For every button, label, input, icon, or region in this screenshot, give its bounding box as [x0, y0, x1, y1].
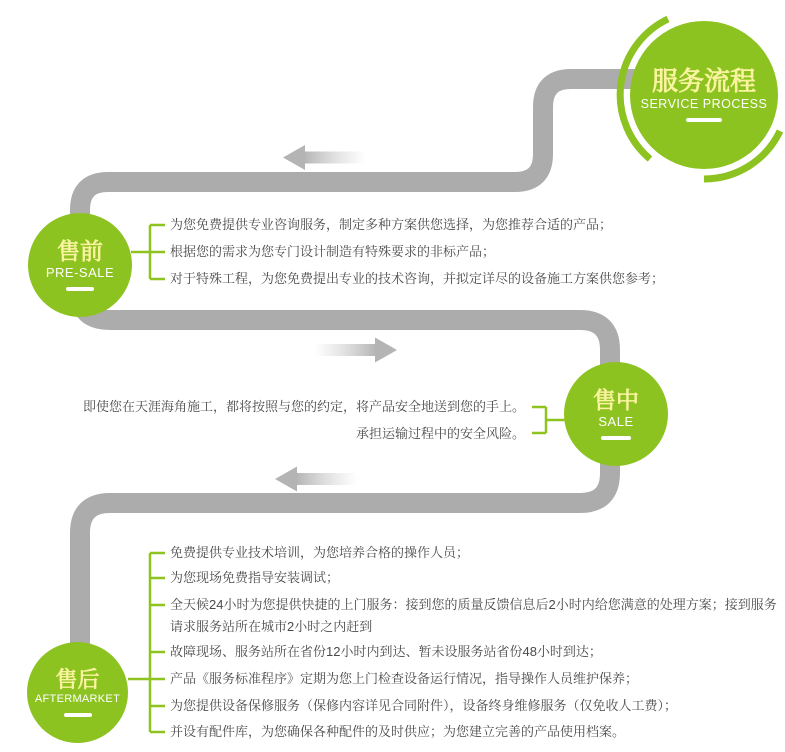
ring-arc-bottom-right [704, 131, 780, 179]
list-item: 故障现场、服务站所在省份12小时内到达、暂未设服务站省份48小时到达； [170, 644, 602, 659]
list-item: 为您免费提供专业咨询服务，制定多种方案供您选择，为您推荐合适的产品； [170, 217, 613, 232]
list-item: 免费提供专业技术培训，为您培养合格的操作人员； [170, 545, 470, 560]
list-item: 为您现场免费指导安装调试； [170, 570, 340, 585]
sale-text-line: 即使您在天涯海角施工，都将按照与您的约定，将产品安全地送到您的手上。 [82, 399, 525, 414]
stage-label-en: AFTERMARKET [34, 693, 121, 706]
list-item: 全天候24小时为您提供快捷的上门服务：接到您的质量反馈信息后2小时内给您满意的处理方案；接到服务请求服务站所在城市2小时之内赶到 [170, 597, 777, 634]
stage-title-en: SERVICE PROCESS [640, 97, 768, 112]
stage-title-zh: 服务流程 [651, 65, 756, 96]
bracket-sale [532, 407, 566, 433]
stage-label-zh: 售中 [593, 387, 639, 414]
bracket-presale [131, 225, 165, 279]
list-item: 为您提供设备保修服务（保修内容详见合同附件），设备终身维修服务（仅免收人工费）； [170, 698, 678, 713]
stage-label-zh: 售后 [55, 667, 100, 693]
ring-arc-left [620, 19, 668, 159]
stage-label-en: SALE [598, 414, 634, 430]
stage-label-zh: 售前 [57, 238, 103, 265]
stage-label-en: PRE-SALE [45, 265, 115, 281]
bracket-aftermarket [128, 553, 165, 732]
list-item: 并设有配件库，为您确保各种配件的及时供应；为您建立完善的产品使用档案。 [170, 724, 626, 739]
list-item: 产品《服务标准程序》定期为您上门检查设备运行情况，指导操作人员维护保养； [170, 671, 639, 686]
list-item: 对于特殊工程，为您免费提出专业的技术咨询，并拟定详尽的设备施工方案供您参考； [170, 271, 665, 286]
list-item: 根据您的需求为您专门设计制造有特殊要求的非标产品； [170, 244, 496, 259]
sale-text-line: 承担运输过程中的安全风险。 [355, 426, 525, 441]
